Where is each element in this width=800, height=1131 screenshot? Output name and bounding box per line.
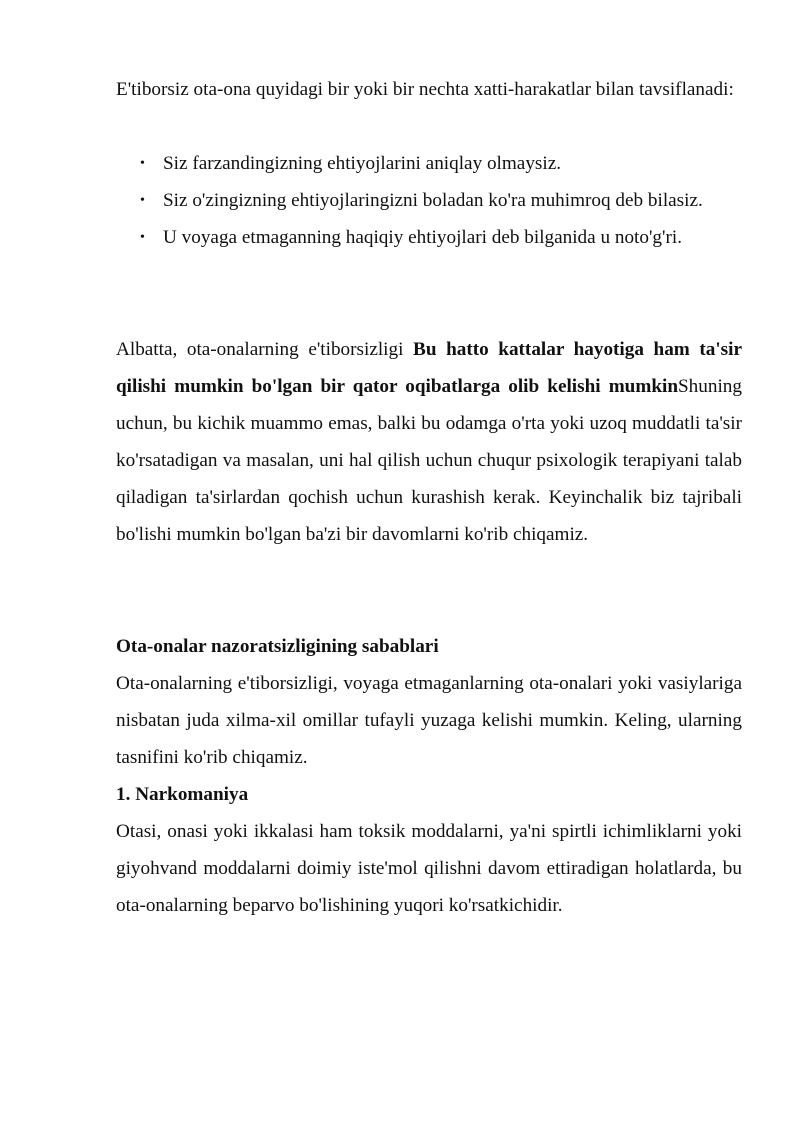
consequences-rest: Shuning uchun, bu kichik muammo emas, balki bu odamga o'rta yoki uzoq muddatli ta'sir ko'rsatadigan va masalan, uni hal qilish uchun chuqur psixologik terapiyani talab qiladigan ta'sirlardan qochish uchun kurashish kerak. Keyinchalik biz tajribali bo'lishi mumkin bo'lgan ba'zi bir davomlarni ko'rib chiqamiz. <box>116 376 742 545</box>
consequences-bold: Bu hatto kattalar hayotiga ham ta'sir qilishi mumkin bo'lgan bir qator oqibatlarga olib kelishi mumkin <box>116 339 742 397</box>
bullet-list <box>116 145 742 256</box>
list-item <box>116 219 742 256</box>
intro-text: E'tiborsiz ota-ona quyidagi bir yoki bir nechta xatti-harakatlar bilan tavsiflanadi: <box>116 79 734 100</box>
bullet-icon: • <box>140 156 145 171</box>
subsection-paragraph <box>116 813 742 924</box>
list-item-text: U voyaga etmaganning haqiqiy ehtiyojlari deb bilganida u noto'g'ri. <box>163 227 682 248</box>
bullet-icon: • <box>140 230 145 245</box>
subsection-text: Otasi, onasi yoki ikkalasi ham toksik moddalarni, ya'ni spirtli ichimliklarni yoki giyohvand moddalarni doimiy iste'mol qilishni davom ettiradigan holatlarda, bu ota-onalarning beparvo bo'lishining yuqori ko'rsatkichidir. <box>116 821 742 916</box>
list-item-text: Siz o'zingizning ehtiyojlaringizni boladan ko'ra muhimroq deb bilasiz. <box>163 190 703 211</box>
intro-paragraph <box>116 71 742 108</box>
bullet-icon: • <box>140 193 145 208</box>
section-heading: Ota-onalar nazoratsizligining sabablari <box>116 636 439 657</box>
consequences-paragraph <box>116 331 742 553</box>
list-item <box>116 145 742 182</box>
list-item-text: Siz farzandingizning ehtiyojlarini aniqlay olmaysiz. <box>163 153 562 174</box>
section-text: Ota-onalarning e'tiborsizligi, voyaga etmaganlarning ota-onalari yoki vasiylariga nisbatan juda xilma-xil omillar tufayli yuzaga kelishi mumkin. Keling, ularning tasnifini ko'rib chiqamiz. <box>116 673 742 768</box>
section-paragraph <box>116 665 742 776</box>
consequences-lead: Albatta, ota-onalarning e'tiborsizligi <box>116 339 414 360</box>
subsection-heading: 1. Narkomaniya <box>116 784 249 805</box>
list-item <box>116 182 742 219</box>
